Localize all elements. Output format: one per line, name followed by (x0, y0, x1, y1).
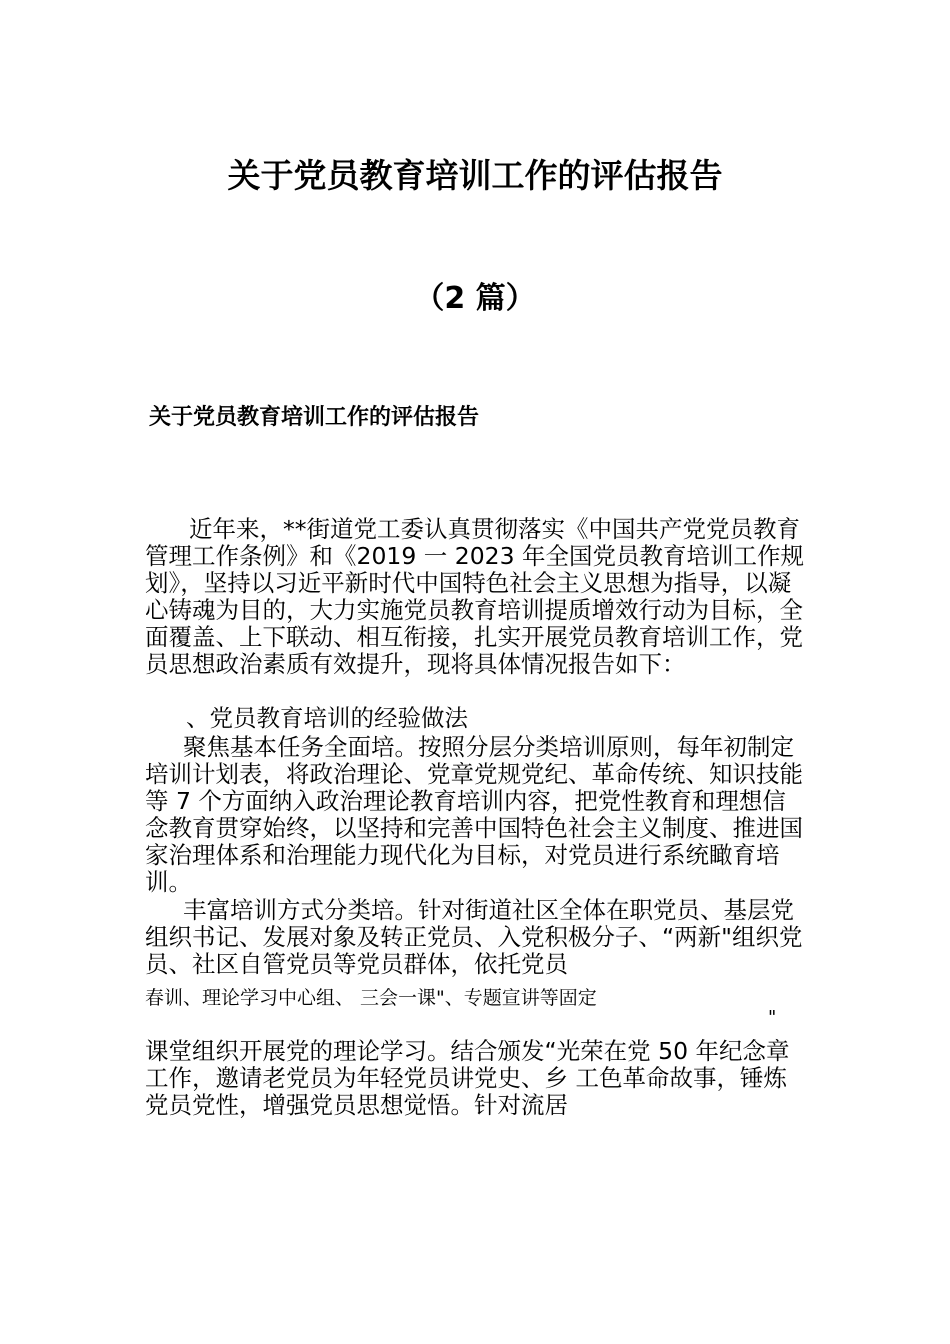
paragraph-training-methods: 丰富培训方式分类培。针对街道社区全体在职党员、基层党组织书记、发展对象及转正党员、入党积极分子、“两新"组织党员、社区自管党员等党员群体，依托党员 (145, 896, 803, 978)
section-heading: 关于党员教育培训工作的评估报告 (149, 405, 480, 430)
paragraph-classroom-learning: 课堂组织开展党的理论学习。结合颁发“光荣在党 50 年纪念章工作，邀请老党员为年轻党员讲党史、乡 工色革命故事，锤炼党员党性，增强党员思想觉悟。针对流居 (145, 1037, 790, 1119)
paragraph-fixed-courses: 春训、理论学习中心组、 三会一课"、专题宣讲等固定 (145, 987, 597, 1009)
stray-quote-mark: " (768, 1007, 777, 1028)
paragraph-section-title: 、党员教育培训的经验做法 (186, 704, 468, 732)
document-subtitle: （2 篇） (414, 281, 536, 316)
document-title: 关于党员教育培训工作的评估报告 (227, 156, 723, 195)
paragraph-intro: 近年来，**街道党工委认真贯彻落实《中国共产党党员教育管理工作条例》和《2019 一 2023 年全国党员教育培训工作规划》，坚持以习近平新时代中国特色社会主义思想为指导，以凝心铸魂为目的，大力实施党员教育培训提质增效行动为目标，全面覆盖、上下联动、相互衔接，扎实开展党员教育培训工作，党员思想政治素质有效提升，现将具体情况报告如下： (145, 515, 805, 678)
paragraph-basic-tasks: 聚焦基本任务全面培。按照分层分类培训原则，每年初制定培训计划表，将政治理论、党章党规党纪、革命传统、知识技能等 7 个方面纳入政治理论教育培训内容，把党性教育和理想信念教育贯穿始终，以坚持和完善中国特色社会主义制度、推进国家治理体系和治理能力现代化为目标，对党员进行系统瞰育培训。 (145, 733, 803, 896)
